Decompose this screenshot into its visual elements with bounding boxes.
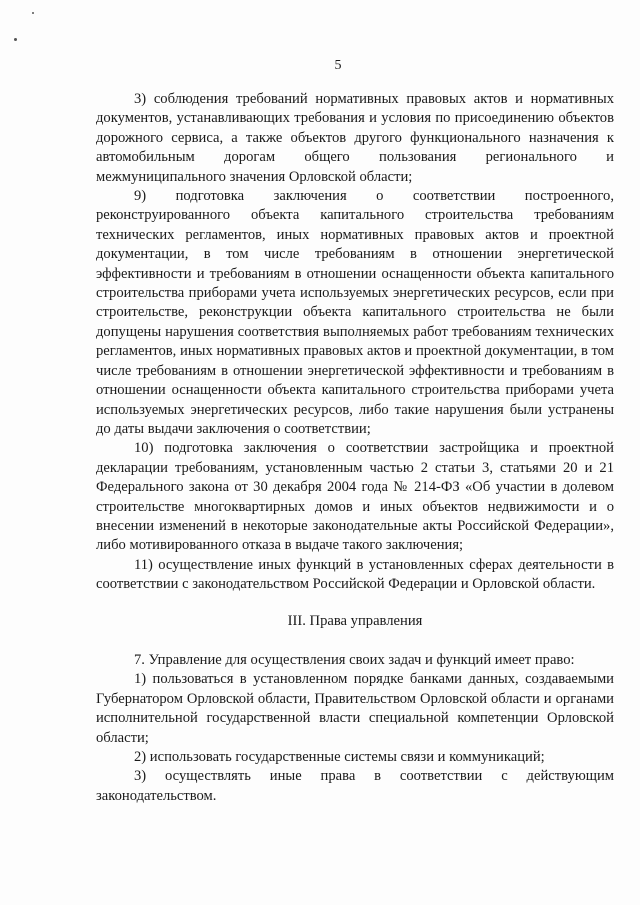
scan-speck (32, 12, 34, 14)
paragraph-right-3: 3) осуществлять иные права в соответствии с действующим законодательством. (96, 768, 614, 804)
section-title: III. Права управления (287, 612, 423, 629)
paragraph-item-9: 9) подготовка заключения о соответствии построенного, реконструированного объекта капитального строительства требованиям технических регламентов, иных нормативных правовых актов и проектной документации, в том числе требованиям в отношении энергетической эффективности и требованиям в отношении оснащенности объекта капитального строительства приборами учета используемых энергетических ресурсов, если при строительстве, реконструкции объекта капитального строительства не были допущены нарушения соответствия выполняемых работ требованиям технических регламентов, иных нормативных правовых актов и проектной документации, в том числе требованиям в отношении энергетической эффективности и требованиям в отношении оснащенности объекта капитального строительства приборами учета используемых энергетических ресурсов, либо такие нарушения были устранены до даты выдачи заключения о соответствии; (96, 188, 614, 437)
page-number: 5 (334, 58, 342, 73)
paragraph-right-2: 2) использовать государственные системы связи и коммуникаций; (134, 749, 545, 765)
paragraph-right-1: 1) пользоваться в установленном порядке банками данных, создаваемыми Губернатором Орловской области, Правительством Орловской области и органами исполнительной государственной власти специальной компетенции Орловской области; (96, 671, 614, 746)
paragraph-item-11: 11) осуществление иных функций в установленных сферах деятельности в соответствии с законодательством Российской Федерации и Орловской области. (96, 556, 614, 593)
document-body (96, 90, 614, 806)
paragraph-item-3: 3) соблюдения требований нормативных правовых актов и нормативных документов, устанавливающих требования и условия по присоединению объектов дорожного сервиса, а также объектов другого функционального назначения к автомобильным дорогам общего пользования регионального и межмуниципального значения Орловской области; (96, 91, 614, 185)
paragraph-item-10: 10) подготовка заключения о соответствии застройщика и проектной декларации требованиям, установленным частью 2 статьи 3, статьями 20 и 21 Федерального закона от 30 декабря 2004 года № 214-ФЗ «Об участии в долевом строительстве многоквартирных домов и иных объектов недвижимости и о внесении изменений в некоторые законодательные акты Российской Федерации», либо мотивированного отказа в выдаче такого заключения; (96, 440, 614, 554)
paragraph-clause-7: 7. Управление для осуществления своих задач и функций имеет право: (134, 651, 575, 668)
scan-speck (14, 38, 17, 41)
